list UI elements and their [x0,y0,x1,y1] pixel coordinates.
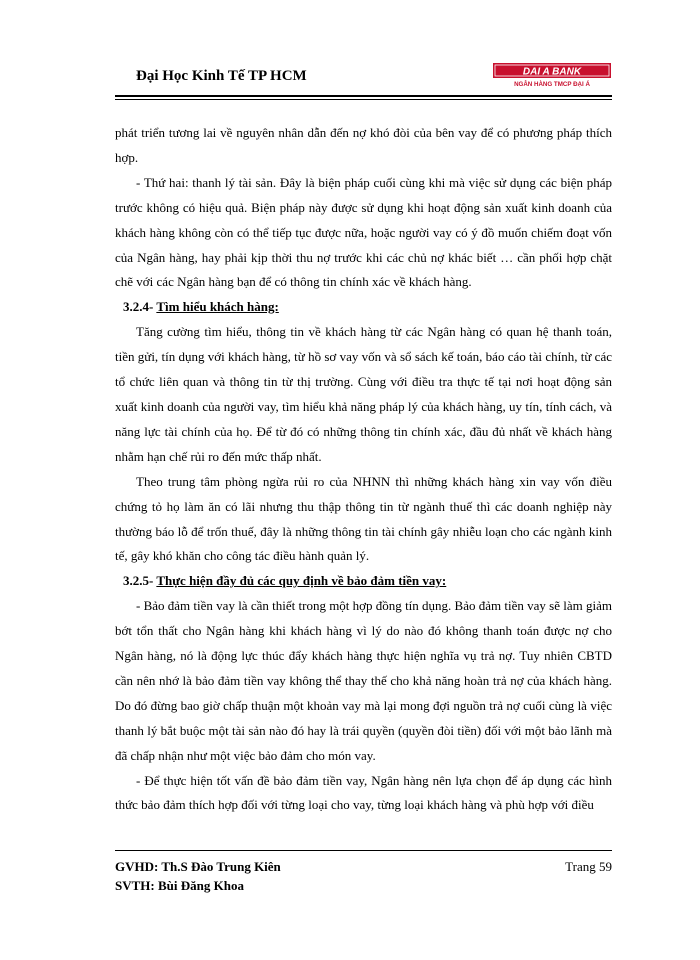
section-number: 3.2.5- [123,573,154,589]
header-title: Đại Học Kinh Tế TP HCM [136,68,307,84]
header-rule-thin [115,99,612,100]
section-number: 3.2.4- [123,299,154,315]
footer [115,857,612,895]
footer-advisor: GVHD: Th.S Đào Trung Kiên [115,859,281,874]
main-content [115,121,612,818]
bank-logo [493,60,611,90]
paragraph-1: phát triển tương lai về nguyên nhân dẫn đến nợ khó đòi của bên vay để có phương pháp thích hợp. [115,125,612,165]
section-heading-3-2-5 [115,569,612,594]
section-title: Tìm hiểu khách hàng: [156,299,279,315]
header-rule-thick [115,95,612,97]
footer-rule [115,850,612,851]
logo-tagline: NGÂN HÀNG TMCP ĐẠI Á [514,81,590,88]
paragraph-5: - Bảo đảm tiền vay là cần thiết trong một hợp đồng tín dụng. Bảo đảm tiền vay sẽ làm giảm bớt tổn thất cho Ngân hàng khi khách hàng vì lý do nào đó không thanh toán được nợ cho Ngân hàng, nó là động lực thúc đẩy khách hàng thực hiện nghĩa vụ trả nợ. Tuy nhiên CBTD cần nên nhớ là bảo đảm tiền vay không thể thay thế cho khả năng hoàn trả nợ của khách hàng. Do đó đừng bao giờ chấp thuận một khoản vay mà lại mong đợi nguồn trả nợ cuối cùng là việc thanh lý bắt buộc một tài sản nào đó hay là trái quyền (quyền đòi tiền) đối với một bảo lãnh mà đã chấp nhận như một việc bảo đảm cho món vay. [115,598,612,763]
page-number: Trang 59 [565,859,612,874]
paragraph-6: - Để thực hiện tốt vấn đề bảo đảm tiền vay, Ngân hàng nên lựa chọn để áp dụng các hình thức bảo đảm thích hợp đối với từng loại cho vay, từng loại khách hàng và phù hợp với điều [115,772,612,813]
logo-brand: DAI A BANK [522,66,582,78]
paragraph-3: Tăng cường tìm hiểu, thông tin về khách hàng từ các Ngân hàng có quan hệ thanh toán, tiền gửi, tín dụng với khách hàng, từ hồ sơ vay vốn và sổ sách kế toán, báo cáo tài chính, từ các tổ chức liên quan và thông tin từ thị trường. Cùng với điều tra thực tế tại nơi hoạt động sản xuất kinh doanh của người vay, tìm hiểu khả năng pháp lý của khách hàng, uy tín, tính cách, và năng lực tài chính của họ. Để từ đó có những thông tin chính xác, đầu đủ nhất về khách hàng nhằm hạn chế rủi ro đến mức thấp nhất. [115,324,612,464]
paragraph-4: Theo trung tâm phòng ngừa rủi ro của NHNN thì những khách hàng xin vay vốn điều chứng tỏ họ làm ăn có lãi nhưng thu thập thông tin từ ngành thuế thì các doanh nghiệp này thường báo lỗ để trốn thuế, đây là những thông tin tài chính gây nhiễu loạn cho các ngành kinh tế, gây khó khăn cho công tác điều hành quản lý. [115,473,612,564]
section-title: Thực hiện đầy đủ các quy định về bảo đảm tiền vay: [156,573,447,589]
section-heading-3-2-4 [115,295,612,320]
footer-student: SVTH: Bùi Đăng Khoa [115,878,244,893]
paragraph-2: - Thứ hai: thanh lý tài sản. Đây là biện pháp cuối cùng khi mà việc sử dụng các biện pháp trước không có hiệu quả. Biện pháp này được sử dụng khi hoạt động sản xuất kinh doanh của khách hàng không còn có thể tiếp tục được nữa, hoặc người vay có ý đồ muốn chiếm đoạt vốn của Ngân hàng, hay phải kịp thời thu nợ trước khi các chủ nợ khác biết … cần phối hợp chặt chẽ với các Ngân hàng bạn để có thông tin chính xác về khách hàng. [115,174,612,290]
